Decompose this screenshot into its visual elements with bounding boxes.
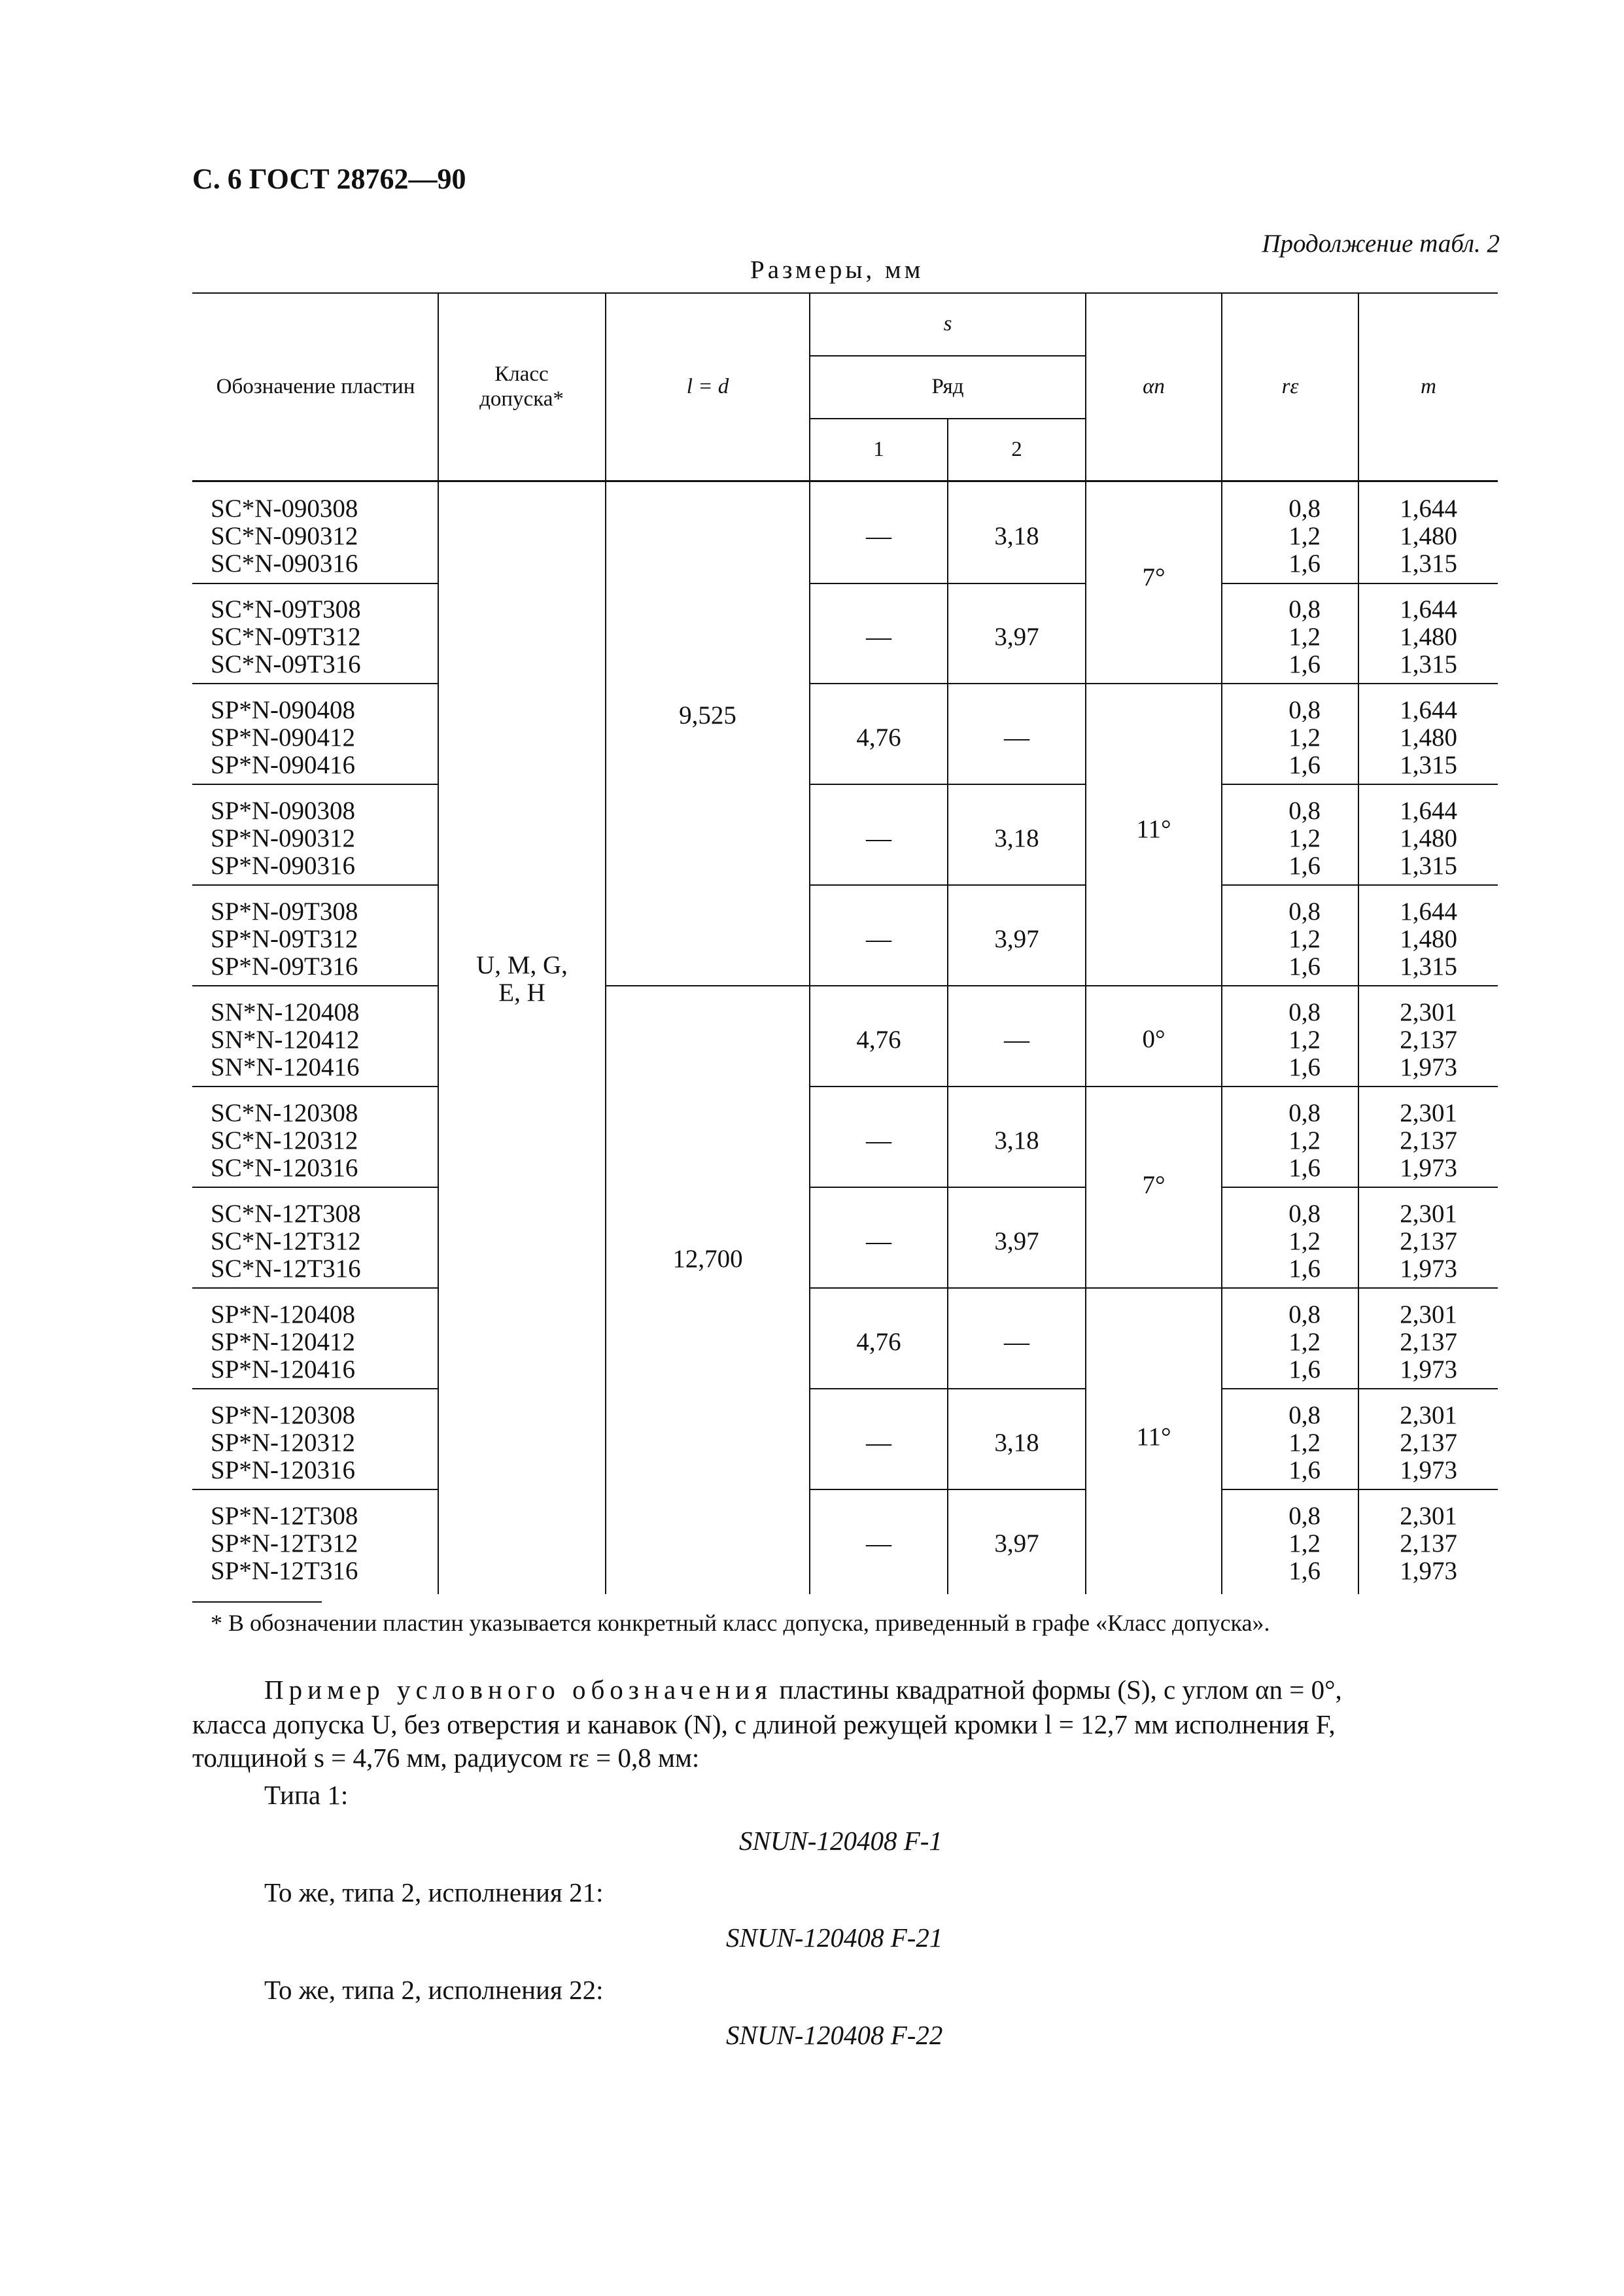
m-cell: 2,301 2,137 1,973 xyxy=(1400,1401,1457,1484)
group-separator xyxy=(192,1287,438,1289)
group-separator xyxy=(1221,1187,1498,1188)
r-epsilon-cell: 0,8 1,2 1,6 xyxy=(1288,696,1321,779)
header-l-equals-d: l = d xyxy=(686,374,729,398)
m-cell: 2,301 2,137 1,973 xyxy=(1400,1099,1457,1182)
header-alpha-n: αn xyxy=(1143,374,1165,398)
m-cell: 2,301 2,137 1,973 xyxy=(1400,1300,1457,1383)
group-separator xyxy=(1221,1388,1498,1389)
example-paragraph-line-2: класса допуска U, без отверстия и канавок (N), с длиной режущей кромки l = 12,7 мм исполнения F, xyxy=(192,1709,1336,1739)
type22-label: То же, типа 2, исполнения 22: xyxy=(264,1975,604,2005)
page-header: С. 6 ГОСТ 28762—90 xyxy=(192,163,466,195)
designation-cell: SC*N-09T308 SC*N-09T312 SC*N-09T316 xyxy=(211,595,361,678)
group-separator xyxy=(192,985,438,986)
example-lead: Пример условного обозначения xyxy=(264,1675,773,1705)
group-separator xyxy=(192,884,438,886)
s-row2-cell: 3,18 xyxy=(994,824,1039,852)
alpha-value: 11° xyxy=(1136,1423,1171,1451)
designation-cell: SP*N-09T308 SP*N-09T312 SP*N-09T316 xyxy=(211,897,358,981)
s-row2-cell: 3,18 xyxy=(994,1126,1039,1155)
group-separator xyxy=(1221,784,1498,785)
m-cell: 1,644 1,480 1,315 xyxy=(1400,495,1457,578)
group-separator xyxy=(192,1187,438,1188)
group-separator xyxy=(192,1489,438,1490)
s-row1-cell: — xyxy=(866,1126,891,1155)
s-row2-cell: 3,97 xyxy=(994,1227,1039,1255)
group-separator xyxy=(192,1388,438,1389)
example-line-1-rest: пластины квадратной формы (S), с углом αn = 0°, xyxy=(779,1675,1342,1705)
header-m: m xyxy=(1421,374,1436,398)
type1-code: SNUN-120408 F-1 xyxy=(739,1826,942,1856)
m-cell: 2,301 2,137 1,973 xyxy=(1400,1200,1457,1283)
group-separator xyxy=(1221,583,1498,584)
example-paragraph-line-3: толщиной s = 4,76 мм, радиусом rε = 0,8 мм: xyxy=(192,1743,700,1773)
designation-cell: SC*N-120308 SC*N-120312 SC*N-120316 xyxy=(211,1099,358,1182)
header-r-epsilon: rε xyxy=(1281,374,1299,398)
designation-cell: SP*N-120408 SP*N-120412 SP*N-120416 xyxy=(211,1300,356,1383)
r-epsilon-cell: 0,8 1,2 1,6 xyxy=(1288,495,1321,578)
alpha-value: 11° xyxy=(1136,815,1171,843)
s-row2-cell: 3,18 xyxy=(994,522,1039,550)
s-row1-cell: — xyxy=(866,824,891,852)
header-designation: Обозначение пластин xyxy=(216,374,415,398)
group-separator xyxy=(809,1388,1085,1389)
s-row1-cell: — xyxy=(866,1429,891,1457)
r-epsilon-cell: 0,8 1,2 1,6 xyxy=(1288,998,1321,1081)
col-divider-5 xyxy=(1085,292,1086,1594)
group-separator xyxy=(809,1287,1498,1289)
group-separator xyxy=(605,985,1498,986)
header-bottom-border xyxy=(192,480,1498,482)
s-row2-cell: 3,97 xyxy=(994,925,1039,953)
footnote: * В обозначении пластин указывается конкретный класс допуска, приведенный в графе «Класс допуска». xyxy=(211,1610,1270,1636)
header-row: Ряд xyxy=(931,375,964,399)
group-separator xyxy=(809,784,1085,785)
type21-label: То же, типа 2, исполнения 21: xyxy=(264,1877,604,1907)
header-row-1: 1 xyxy=(873,437,884,461)
designation-cell: SN*N-120408 SN*N-120412 SN*N-120416 xyxy=(211,998,360,1081)
designation-cell: SP*N-12T308 SP*N-12T312 SP*N-12T316 xyxy=(211,1502,358,1585)
group-separator xyxy=(809,884,1085,886)
group-separator xyxy=(809,1086,1498,1087)
s-row2-cell: — xyxy=(1004,723,1029,752)
s-row1-cell: — xyxy=(866,1529,891,1557)
group-separator xyxy=(809,583,1085,584)
designation-cell: SC*N-090308 SC*N-090312 SC*N-090316 xyxy=(211,495,358,578)
designation-cell: SP*N-090408 SP*N-090412 SP*N-090416 xyxy=(211,696,356,779)
m-cell: 1,644 1,480 1,315 xyxy=(1400,797,1457,880)
group-separator xyxy=(1221,884,1498,886)
m-cell: 1,644 1,480 1,315 xyxy=(1400,696,1457,779)
type21-code: SNUN-120408 F-21 xyxy=(726,1922,943,1953)
r-epsilon-cell: 0,8 1,2 1,6 xyxy=(1288,797,1321,880)
alpha-value: 0° xyxy=(1142,1025,1166,1053)
alpha-value: 7° xyxy=(1142,563,1166,591)
s-row1-cell: 4,76 xyxy=(856,1026,901,1054)
group-separator xyxy=(192,583,438,584)
l-value: 9,525 xyxy=(679,701,736,729)
m-cell: 1,644 1,480 1,315 xyxy=(1400,897,1457,981)
group-separator xyxy=(192,784,438,785)
tolerance-class-line: E, H xyxy=(498,979,545,1007)
s-row1-cell: — xyxy=(866,1227,891,1255)
designation-cell: SC*N-12T308 SC*N-12T312 SC*N-12T316 xyxy=(211,1200,361,1283)
s-row1-cell: 4,76 xyxy=(856,723,901,752)
s-row1-cell: — xyxy=(866,623,891,651)
group-separator xyxy=(192,1086,438,1087)
s-row1-cell: 4,76 xyxy=(856,1328,901,1356)
r-epsilon-cell: 0,8 1,2 1,6 xyxy=(1288,897,1321,981)
s-row2-cell: — xyxy=(1004,1328,1029,1356)
group-separator xyxy=(192,683,438,684)
alpha-value: 7° xyxy=(1142,1171,1166,1199)
table-continuation-caption: Продолжение табл. 2 xyxy=(1262,230,1500,258)
col-divider-1 xyxy=(438,292,439,1594)
m-cell: 2,301 2,137 1,973 xyxy=(1400,1502,1457,1585)
r-epsilon-cell: 0,8 1,2 1,6 xyxy=(1288,1502,1321,1585)
group-separator xyxy=(809,683,1498,684)
r-epsilon-cell: 0,8 1,2 1,6 xyxy=(1288,595,1321,678)
s-row1-cell: — xyxy=(866,925,891,953)
group-separator xyxy=(809,1489,1085,1490)
r-epsilon-cell: 0,8 1,2 1,6 xyxy=(1288,1300,1321,1383)
type1-label: Типа 1: xyxy=(264,1780,349,1810)
example-paragraph-line-1 xyxy=(264,1673,1342,1707)
col-divider-4 xyxy=(947,418,948,1594)
group-separator xyxy=(1221,1489,1498,1490)
designation-cell: SP*N-090308 SP*N-090312 SP*N-090316 xyxy=(211,797,356,880)
header-tolerance-class: Класс допуска* xyxy=(479,362,564,411)
s-row1-cell: — xyxy=(866,522,891,550)
header-row-2: 2 xyxy=(1011,437,1022,461)
r-epsilon-cell: 0,8 1,2 1,6 xyxy=(1288,1099,1321,1182)
col-divider-2 xyxy=(605,292,606,1594)
m-cell: 2,301 2,137 1,973 xyxy=(1400,998,1457,1081)
tolerance-class-line: U, M, G, xyxy=(476,951,568,979)
s-row2-cell: 3,97 xyxy=(994,1529,1039,1557)
r-epsilon-cell: 0,8 1,2 1,6 xyxy=(1288,1200,1321,1283)
header-s: s xyxy=(943,312,952,336)
footnote-rule xyxy=(192,1601,322,1603)
units-caption: Размеры, мм xyxy=(750,256,924,284)
type22-code: SNUN-120408 F-22 xyxy=(726,2020,943,2050)
group-separator xyxy=(809,1187,1085,1188)
m-cell: 1,644 1,480 1,315 xyxy=(1400,595,1457,678)
tolerance-class-value xyxy=(439,952,605,1007)
r-epsilon-cell: 0,8 1,2 1,6 xyxy=(1288,1401,1321,1484)
s-row2-cell: 3,18 xyxy=(994,1429,1039,1457)
s-row2-cell: 3,97 xyxy=(994,623,1039,651)
s-row2-cell: — xyxy=(1004,1026,1029,1054)
l-value: 12,700 xyxy=(672,1245,743,1273)
designation-cell: SP*N-120308 SP*N-120312 SP*N-120316 xyxy=(211,1401,356,1484)
